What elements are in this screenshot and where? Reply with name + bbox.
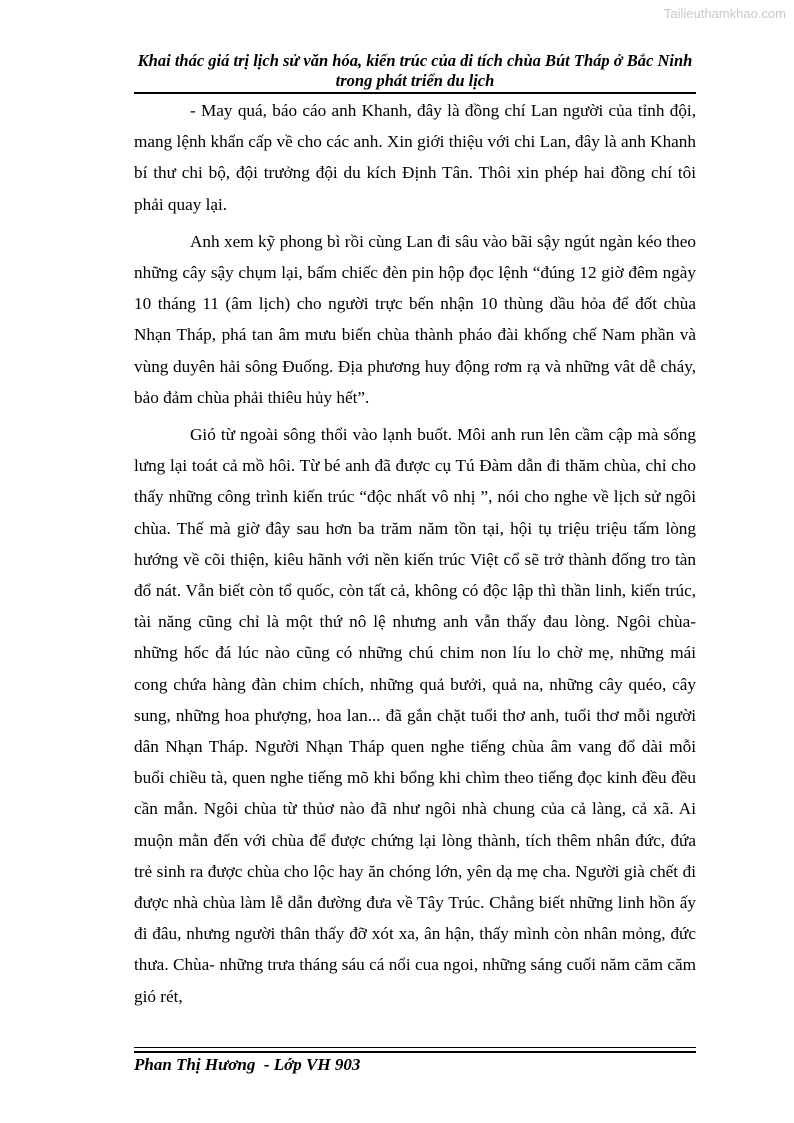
footer-divider <box>134 1047 696 1048</box>
page-footer-author: Phan Thị Hương - Lớp VH 903 <box>134 1055 361 1074</box>
document-body <box>134 95 696 1018</box>
paragraph: Gió từ ngoài sông thổi vào lạnh buốt. Môi anh run lên cầm cập mà sống lưng lại toát cả mồ hôi. Từ bé anh đã được cụ Tú Đàm dẫn đi thăm chùa, chỉ cho thấy những công trình kiến trúc “độc nhất vô nhị ”, nói cho nghe về lịch sử ngôi chùa. Thế mà giờ đây sau hơn ba trăm năm tồn tại, hội tụ triệu triệu tấm lòng hướng về cõi thiện, kiêu hãnh với nền kiến trúc Việt cổ sẽ trở thành đống tro tàn đổ nát. Vẫn biết còn tổ quốc, còn tất cả, không có độc lập thì thần linh, kiến trúc, tài năng cũng chỉ là một thứ nô lệ nhưng anh vẫn thấy đau lòng. Ngôi chùa- những hốc đá lúc nào cũng có những chú chim non líu lo chờ mẹ, những mái cong chứa hàng đàn chim chích, những quả bưởi, quả na, những cây quéo, cây sung, những hoa phượng, hoa lan... đã gắn chặt tuổi thơ anh, tuổi thơ mỗi người dân Nhạn Tháp. Người Nhạn Tháp quen nghe tiếng chùa âm vang đổ dài mỗi buổi chiều tà, quen nghe tiếng mõ khi bổng khi chìm theo tiếng đọc kinh đều đều cần mẫn. Ngôi chùa từ thủơ nào đã như ngôi nhà chung của cả làng, cả xã. Ai muộn mằn đến với chùa để được chứng lại lòng thành, tích thêm nhân đức, đứa trẻ sinh ra được chùa cho lộc hay ăn chóng lớn, yên dạ mẹ cha. Người già chết đi được nhà chùa làm lễ dẫn đường đưa về Tây Trúc. Chẳng biết những linh hồn ấy đi đâu, nhưng người thân thấy đỡ xót xa, ân hận, thấy mình còn nhân mỏng, đức thưa. Chùa- những trưa tháng sáu cá nổi cua ngoi, những sáng cuối năm căm căm gió rét, <box>134 425 696 1006</box>
paragraph: Anh xem kỹ phong bì rồi cùng Lan đi sâu vào bãi sậy ngút ngàn kéo theo những cây sậy chụm lại, bấm chiếc đèn pin hộp đọc lệnh “đúng 12 giờ đêm ngày 10 tháng 11 (âm lịch) cho người trực bến nhận 10 thùng dầu hỏa để đốt chùa Nhạn Tháp, phá tan âm mưu biến chùa thành pháo đài khống chế Nam phần và vùng duyên hải sông Đuống. Địa phương huy động rơm rạ và những vât dễ cháy, bảo đảm chùa phải thiêu hủy hết”. <box>134 231 696 407</box>
paragraph: - May quá, báo cáo anh Khanh, đây là đồng chí Lan người của tỉnh đội, mang lệnh khẩn cấp về cho các anh. Xin giới thiệu với chi Lan, đây là anh Khanh bí thư chi bộ, đội trưởng đội du kích Định Tân. Thôi xin phép hai đồng chí tôi phải quay lại. <box>134 101 696 214</box>
footer-divider-thick <box>134 1051 696 1053</box>
page-header-title: Khai thác giá trị lịch sử văn hóa, kiến trúc của di tích chùa Bút Tháp ở Bắc Ninh trong phát triển du lịch <box>137 51 693 90</box>
watermark: Tailieuthamkhao.com <box>663 6 786 21</box>
header-divider <box>134 92 696 94</box>
